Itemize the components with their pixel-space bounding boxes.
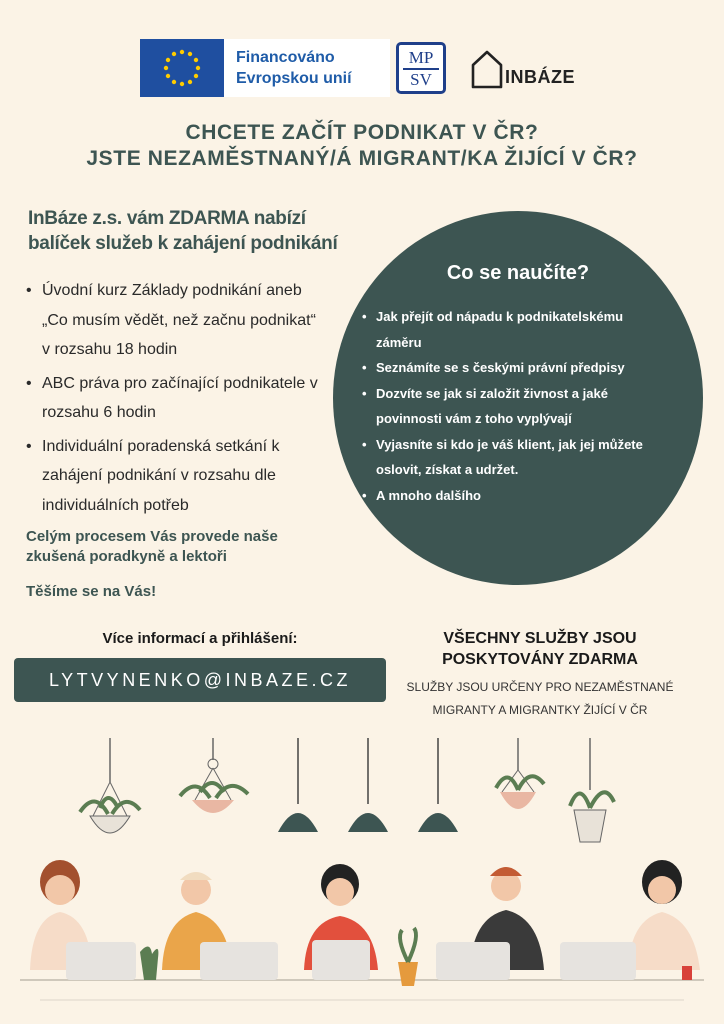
person-illustration <box>304 864 378 980</box>
headline-line2: JSTE NEZAMĚSTNANÝ/Á MIGRANT/KA ŽIJÍCÍ V ČR? <box>86 147 638 170</box>
offer-heading <box>28 206 368 256</box>
learn-item: • A mnoho dalšího <box>360 483 670 509</box>
house-icon <box>470 49 504 89</box>
service-item: • Úvodní kurz Základy podnikání aneb „Co musím vědět, než začnu podnikat“ v rozsahu 18 hodin <box>24 276 324 365</box>
mpsv-logo-top: MP <box>408 48 434 67</box>
hanging-plant-icon <box>570 738 614 842</box>
service-item: • ABC práva pro začínající podnikatele v rozsahu 6 hodin <box>24 369 324 428</box>
mpsv-logo-bottom: SV <box>410 70 432 89</box>
learn-item: • Dozvíte se jak si založit živnost a jaké povinnosti vám z toho vyplývají <box>360 381 670 432</box>
learn-title: Co se naučíte? <box>446 262 590 284</box>
learn-item: • Vyjasníte si kdo je váš klient, jak jej můžete oslovit, získat a udržet. <box>360 432 670 483</box>
free-services-subtitle <box>385 676 695 722</box>
hanging-plant-icon <box>80 738 140 833</box>
service-item: • Individuální poradenská setkání k zahájení podnikání v rozsahu dle individuálních potřeb <box>24 432 324 521</box>
more-info-label: Více informací a přihlášení: <box>102 630 298 647</box>
guide-line1: Celým procesem Vás provede naše <box>26 528 278 545</box>
guide-text <box>26 527 346 567</box>
person-illustration <box>436 867 544 980</box>
inbaze-logo <box>470 49 575 89</box>
learn-item: • Seznámíte se s českými právní předpisy <box>360 355 670 381</box>
eu-logo-line2: Evropskou unií <box>236 70 352 87</box>
eu-flag-icon <box>140 39 224 97</box>
person-illustration <box>30 860 136 980</box>
person-illustration <box>560 860 700 980</box>
guide-line2: zkušená poradkyně a lektoři <box>26 548 227 565</box>
eu-logo-line1: Financováno <box>236 49 335 66</box>
free-services-title <box>390 628 690 670</box>
hanging-plant-icon <box>180 738 248 813</box>
hanging-plant-icon <box>496 738 544 809</box>
office-illustration <box>0 730 724 1024</box>
free-title-line1: VŠECHNY SLUŽBY JSOU <box>443 630 637 647</box>
pendant-lamp-icon <box>278 738 318 832</box>
learn-list <box>360 304 670 508</box>
email-contact-button[interactable]: LYTVYNENKO@INBAZE.CZ <box>14 658 386 702</box>
free-sub-line1: SLUŽBY JSOU URČENY PRO NEZAMĚSTNANÉ <box>406 680 674 694</box>
free-sub-line2: MIGRANTY A MIGRANTKY ŽIJÍCÍ V ČR <box>432 703 648 717</box>
eu-funding-logo <box>140 39 390 97</box>
person-illustration <box>140 872 278 980</box>
pendant-lamp-icon <box>418 738 458 832</box>
inbaze-logo-text: INBÁZE <box>505 67 575 87</box>
greeting-text: Těšíme se na Vás! <box>26 583 157 600</box>
headline-line1: CHCETE ZAČÍT PODNIKAT V ČR? <box>185 121 539 144</box>
free-title-line2: POSKYTOVÁNY ZDARMA <box>442 651 638 668</box>
services-list <box>24 276 324 524</box>
potted-plant-icon <box>398 928 418 986</box>
offer-line1: InBáze z.s. vám ZDARMA nabízí <box>28 208 306 229</box>
offer-line2: balíček služeb k zahájení podnikání <box>28 233 338 254</box>
pendant-lamp-icon <box>348 738 388 832</box>
learn-item: • Jak přejít od nápadu k podnikatelskému záměru <box>360 304 670 355</box>
mpsv-logo <box>396 42 446 94</box>
